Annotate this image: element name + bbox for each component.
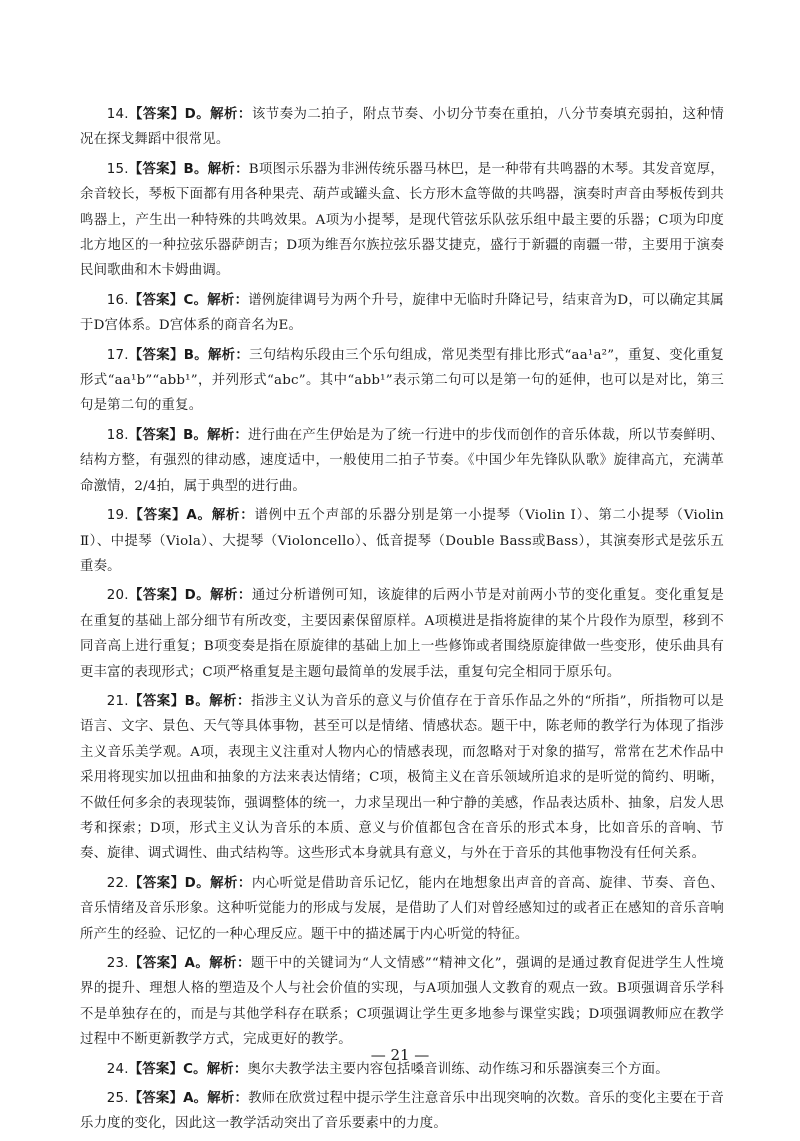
answer-entry-19 <box>80 503 724 579</box>
question-number: 25. <box>106 1091 129 1107</box>
answer-entry-23 <box>80 951 724 1053</box>
explanation-label: 解析： <box>210 107 252 122</box>
answer-entry-21 <box>80 689 724 867</box>
explanation-label: 解析： <box>206 1061 248 1077</box>
question-number: 24. <box>106 1061 129 1077</box>
question-number: 20. <box>106 588 129 604</box>
explanation-text: 三句结构乐段由三个乐句组成，常见类型有排比形式“aa¹a²”，重复、变化重复形式“aa¹b”“abb¹”，并列形式“abc”。其中“abb¹”表示第二句可以是第一句的延伸，也可以是对比，第三句是第二句的重复。 <box>80 347 724 414</box>
answer-tag: 【答案】 <box>128 107 185 122</box>
answer-tag: 【答案】 <box>128 161 184 177</box>
answer-choice: C。 <box>183 1061 207 1077</box>
explanation-label: 解析： <box>207 427 248 443</box>
answer-entry-25 <box>80 1086 724 1137</box>
explanation-label: 解析： <box>207 347 250 363</box>
explanation-label: 解析： <box>207 161 249 177</box>
explanation-text: 教师在欣赏过程中提示学生注意音乐中出现突响的次数。音乐的变化主要在于音乐力度的变化，因此这一教学活动突出了音乐要素中的力度。 <box>80 1091 724 1132</box>
answer-entry-16 <box>80 288 724 339</box>
answer-entry-18 <box>80 423 724 499</box>
answer-choice: B。 <box>183 347 208 363</box>
answer-tag: 【答案】 <box>128 1061 184 1077</box>
explanation-text: 题干中的关键词为“人文情感”“精神文化”，强调的是通过教育促进学生人性境界的提升、理想人格的塑造及个人与社会价值的实现，与A项加强人文教育的观点一致。B项强调音乐学科不是单独存在的，而是与其他学科存在联系；C项强调让学生更多地参与课堂实践；D项强调教师应在教学过程中不断更新教学方式，完成更好的教学。 <box>80 956 724 1048</box>
explanation-label: 解析： <box>209 956 251 971</box>
question-number: 16. <box>106 292 129 308</box>
answer-choice: A。 <box>186 508 212 524</box>
explanation-text: 通过分析谱例可知，该旋律的后两小节是对前两小节的变化重复。变化重复是在重复的基础上部分细节有所改变，主要因素保留原样。A项模进是指将旋律的某个片段作为原型，移到不同音高上进行重复；B项变奏是指在原旋律的基础上加上一些修饰或者围绕原旋律做一些变形，使乐曲具有更丰富的表现形式；C项严格重复是主题句最简单的发展手法，重复句完全相同于原乐句。 <box>80 588 724 680</box>
explanation-label: 解析： <box>207 292 249 308</box>
explanation-text: 内心听觉是借助音乐记忆，能内在地想象出声音的音高、旋律、节奏、音色、音乐情绪及音乐形象。这种听觉能力的形成与发展，是借助了人们对曾经感知过的或者正在感知的音乐音响所产生的经验、记忆的一种心理反应。题干中的描述属于内心听觉的特征。 <box>80 875 724 942</box>
answer-tag: 【答案】 <box>128 1091 184 1107</box>
answer-choice: A。 <box>183 1091 208 1107</box>
answer-choice: D。 <box>184 588 211 604</box>
answer-entry-15 <box>80 157 724 284</box>
answer-choice: B。 <box>184 693 210 709</box>
answer-choice: D。 <box>184 107 211 122</box>
page-number: — 21 — <box>370 1046 430 1064</box>
question-number: 14. <box>106 107 129 122</box>
answer-choice: D。 <box>184 875 211 891</box>
explanation-label: 解析： <box>209 693 251 709</box>
answer-tag: 【答案】 <box>128 347 184 363</box>
explanation-text: 指涉主义认为音乐的意义与价值存在于音乐作品之外的“所指”，所指物可以是语言、文字、景色、天气等具体事物，甚至可以是情绪、情感状态。题干中，陈老师的教学行为体现了指涉主义音乐美学观。A项，表现主义注重对人物内心的情感表现，而忽略对于对象的描写，常常在艺术作品中采用将现实加以扭曲和抽象的方法来表达情绪；C项，极简主义在音乐领域所追求的是听觉的简约、明晰，不做任何多余的表现装饰，强调整体的统一，力求呈现出一种宁静的美感，作品表达质朴、抽象，启发人思考和探索；D项，形式主义认为音乐的本质、意义与价值都包含在音乐的形式本身，比如音乐的音响、节奏、旋律、调式调性、曲式结构等。这些形式本身就具有意义，与外在于音乐的其他事物没有任何关系。 <box>80 693 724 862</box>
question-number: 19. <box>106 508 129 524</box>
answer-tag: 【答案】 <box>128 693 185 709</box>
explanation-label: 解析： <box>211 508 255 524</box>
question-number: 15. <box>106 161 129 177</box>
explanation-text: B项图示乐器为非洲传统乐器马林巴，是一种带有共鸣器的木琴。其发音宽厚，余音较长，琴板下面都有用各种果壳、葫芦或罐头盒、长方形木盒等做的共鸣器，演奏时声音由琴板传到共鸣器上，产生出一种特殊的共鸣效果。A项为小提琴，是现代管弦乐队弦乐组中最主要的乐器；C项为印度北方地区的一种拉弦乐器萨朗吉；D项为维吾尔族拉弦乐器艾捷克，盛行于新疆的南疆一带，主要用于演奏民间歌曲和木卡姆曲调。 <box>80 161 724 279</box>
question-number: 22. <box>106 875 129 891</box>
explanation-label: 解析： <box>210 875 252 891</box>
answer-entry-14 <box>80 102 724 153</box>
question-number: 17. <box>106 347 129 363</box>
answer-tag: 【答案】 <box>128 956 185 971</box>
answer-tag: 【答案】 <box>128 875 185 891</box>
explanation-label: 解析： <box>207 1091 249 1107</box>
answer-choice: B。 <box>183 161 208 177</box>
explanation-label: 解析： <box>210 588 252 604</box>
answer-entry-17 <box>80 343 724 419</box>
answer-tag: 【答案】 <box>128 292 184 308</box>
answer-explanations <box>80 102 724 1141</box>
explanation-text: 谱例旋律调号为两个升号，旋律中无临时升降记号，结束音为D，可以确定其属于D宫体系。D宫体系的商音名为E。 <box>80 292 724 334</box>
answer-choice: B。 <box>183 427 208 443</box>
answer-choice: A。 <box>184 956 210 971</box>
explanation-text: 进行曲在产生伊始是为了统一行进中的步伐而创作的音乐体裁，所以节奏鲜明、结构方整，有强烈的律动感，速度适中，一般使用二拍子节奏。《中国少年先锋队队歌》旋律高亢，充满革命激情，2/4拍，属于典型的进行曲。 <box>80 427 725 494</box>
explanation-text: 谱例中五个声部的乐器分别是第一小提琴（Violin Ⅰ）、第二小提琴（Violin Ⅱ）、中提琴（Viola）、大提琴（Violoncello）、低音提琴（Double Bass或Bass），其演奏形式是弦乐五重奏。 <box>80 508 725 574</box>
answer-choice: C。 <box>183 292 208 308</box>
explanation-text: 奥尔夫教学法主要内容包括嗓音训练、动作练习和乐器演奏三个方面。 <box>247 1061 669 1077</box>
answer-entry-20 <box>80 583 724 685</box>
answer-tag: 【答案】 <box>128 427 184 443</box>
answer-tag: 【答案】 <box>128 508 187 524</box>
explanation-text: 该节奏为二拍子，附点节奏、小切分节奏在重拍，八分节奏填充弱拍，这种情况在探戈舞蹈中很常见。 <box>80 107 724 148</box>
question-number: 18. <box>106 427 129 443</box>
question-number: 23. <box>106 956 129 971</box>
answer-tag: 【答案】 <box>128 588 185 604</box>
question-number: 21. <box>106 693 129 709</box>
answer-entry-22 <box>80 871 724 947</box>
